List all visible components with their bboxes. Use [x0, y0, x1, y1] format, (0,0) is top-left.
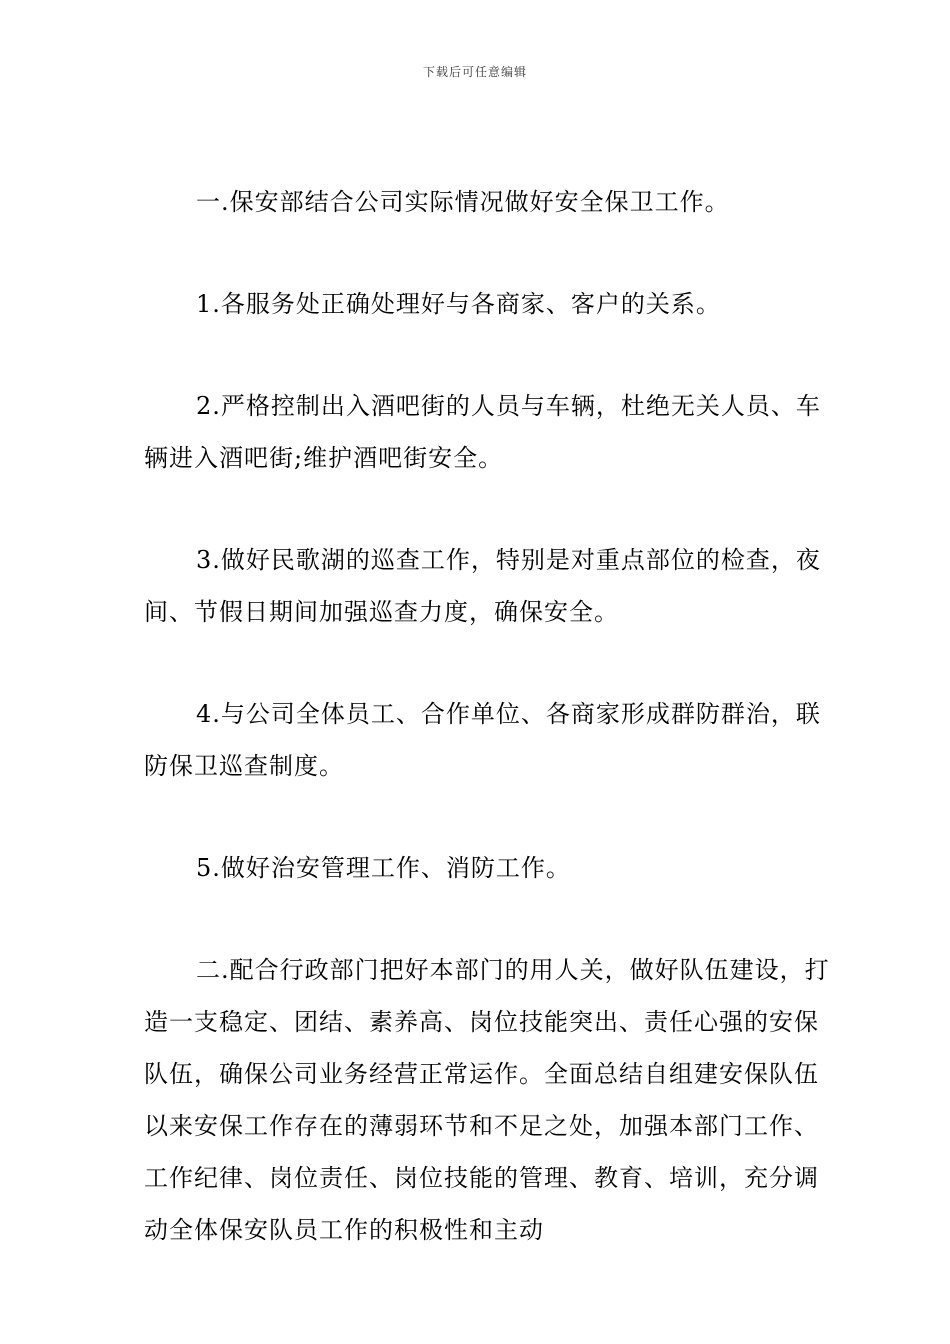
section-heading-1: 一.保安部结合公司实际情况做好安全保卫工作。	[196, 188, 730, 216]
list-item-5: 5.做好治安管理工作、消防工作。	[196, 854, 571, 882]
list-item-2: 2.严格控制出入酒吧街的人员与车辆，杜绝无关人员、车辆进入酒吧街;维护酒吧街安全。	[144, 392, 821, 472]
header-note: 下载后可任意编辑	[422, 65, 527, 79]
list-item-3: 3.做好民歌湖的巡查工作，特别是对重点部位的检查，夜间、节假日期间加强巡查力度，确保安全。	[144, 546, 821, 626]
list-item-1: 1.各服务处正确处理好与各商家、客户的关系。	[196, 290, 721, 318]
document-body	[144, 176, 834, 1256]
list-item-4: 4.与公司全体员工、合作单位、各商家形成群防群治，联防保卫巡查制度。	[144, 700, 821, 780]
section-heading-2: 二.配合行政部门把好本部门的用人关，做好队伍建设，打造一支稳定、团结、素养高、岗位技能突出、责任心强的安保队伍，确保公司业务经营正常运作。全面总结自组建安保队伍以来安保工作存在的薄弱环节和不足之处，加强本部门工作、工作纪律、岗位责任、岗位技能的管理、教育、培训，充分调动全体保安队员工作的积极性和主动	[144, 956, 830, 1244]
